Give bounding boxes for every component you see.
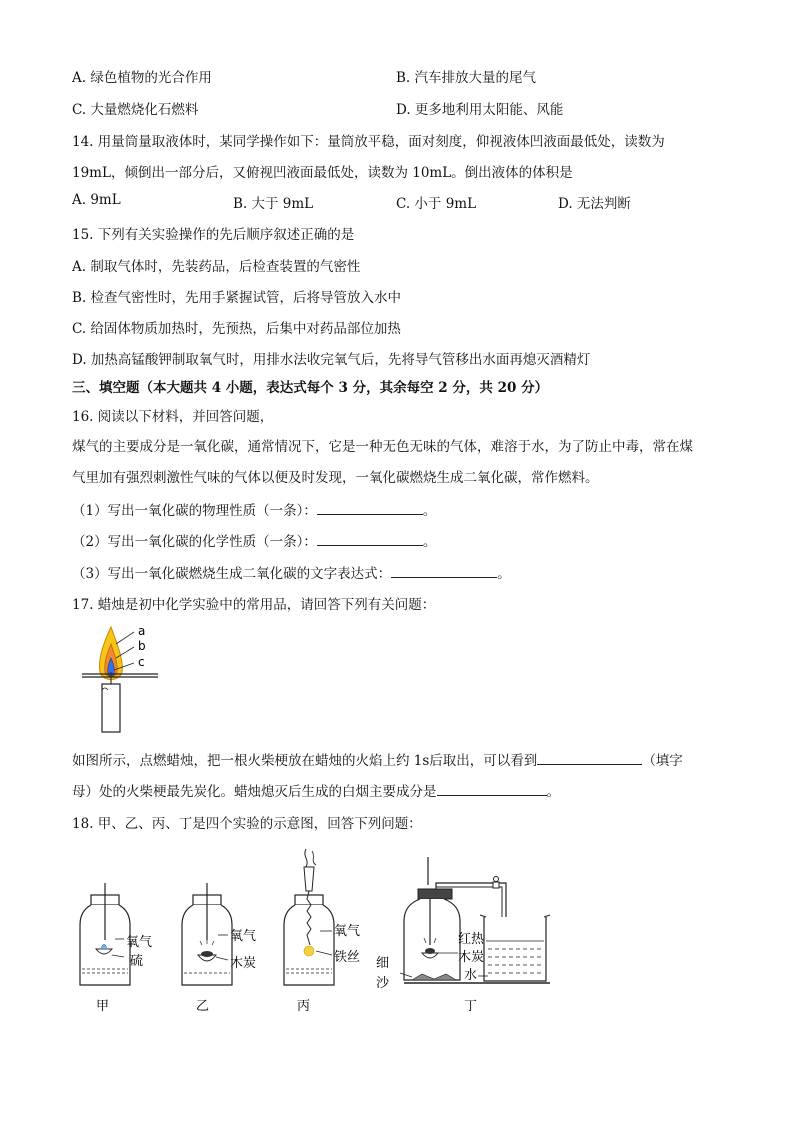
q15-option-b: B. 检查气密性时，先用手紧握试管，后将导管放入水中 (72, 290, 402, 306)
q16-sub3 (72, 562, 511, 582)
q17-answer-blank-2[interactable] (437, 781, 547, 796)
section3-heading: 三、填空题（本大题共 4 小题，表达式每个 3 分，其余每空 2 分，共 20 分） (72, 380, 549, 396)
q16-stem: 16. 阅读以下材料，并回答问题， (72, 409, 274, 425)
q15-option-c: C. 给固体物质加热时，先预热，后集中对药品部位加热 (72, 321, 401, 337)
label-c: c (138, 655, 145, 669)
q15-option-a: A. 制取气体时，先装药品，后检查装置的气密性 (72, 259, 361, 275)
jia-material-label: 硫 (130, 954, 144, 969)
q18-stem: 18. 甲、乙、丙、丁是四个实验的示意图，回答下列问题： (72, 816, 422, 832)
jia-gas-label: 氧气 (126, 935, 153, 950)
label-line-a (116, 632, 134, 644)
yi-caption: 乙 (196, 999, 210, 1014)
q16-sub1-text: （1）写出一氧化碳的物理性质（一条）： (72, 503, 317, 519)
q17-text1b: （填字 (642, 753, 683, 769)
q17-stem: 17. 蜡烛是初中化学实验中的常用品，请回答下列有关问题： (72, 597, 436, 613)
experiment-jia (80, 883, 130, 985)
label-b: b (138, 639, 146, 653)
q13-option-a: A. 绿色植物的光合作用 (72, 70, 212, 86)
q13-option-d: D. 更多地利用太阳能、风能 (396, 102, 564, 118)
candle-flame-icon (99, 627, 122, 680)
ding-hot-label-2: 木炭 (458, 950, 485, 965)
q16-sub2 (72, 530, 436, 550)
q15-stem: 15. 下列有关实验操作的先后顺序叙述正确的是 (72, 227, 355, 243)
q16-sub1 (72, 499, 436, 519)
q17-text2b: 。 (546, 784, 560, 800)
label-a: a (138, 624, 146, 638)
ding-sand-label-1: 细 (376, 956, 390, 971)
q14-stem-line1: 14. 用量筒量取液体时，某同学操作如下：量筒放平稳，面对刻度，仰视液体凹液面最低处，读数为 (72, 134, 665, 150)
bing-caption: 丙 (297, 999, 311, 1014)
ding-caption: 丁 (464, 999, 478, 1014)
q14-stem-line2: 19mL，倾倒出一部分后，又俯视凹液面最低处，读数为 10mL。倒出液体的体积是 (72, 165, 573, 181)
q14-option-c: C. 小于 9mL (396, 196, 477, 212)
experiment-bing (284, 849, 334, 985)
q17-text2a: 母）处的火柴梗最先炭化。蜡烛熄灭后生成的白烟主要成分是 (72, 784, 437, 800)
yi-gas-label: 氧气 (230, 929, 257, 944)
q17-answer-blank-1[interactable] (537, 750, 642, 765)
q17-text1a: 如图所示，点燃蜡烛，把一根火柴梗放在蜡烛的火焰上约 1s后取出，可以看到 (72, 753, 538, 769)
yi-material-label: 木炭 (230, 956, 257, 971)
q17-text-line2 (72, 780, 560, 800)
q16-sub3-text: （3）写出一氧化碳燃烧生成二氧化碳的文字表达式： (72, 566, 392, 582)
q16-sub1-end: 。 (422, 503, 437, 519)
q17-text-line1 (72, 749, 683, 769)
q14-option-b: B. 大于 9mL (233, 196, 314, 212)
candle-body (102, 684, 120, 732)
q13-option-b: B. 汽车排放大量的尾气 (396, 70, 537, 86)
q16-material-line1: 煤气的主要成分是一氧化碳，通常情况下，它是一种无色无味的气体，难溶于水，为了防止中毒，常在煤 (72, 439, 693, 455)
q14-option-d: D. 无法判断 (558, 196, 631, 212)
q14-option-a: A. 9mL (72, 192, 121, 208)
experiment-diagrams (60, 845, 560, 1020)
bing-gas-label: 氧气 (334, 924, 361, 939)
q16-sub3-end: 。 (497, 566, 511, 582)
candle-flame-figure (78, 622, 168, 734)
ding-hot-label-1: 红热 (458, 932, 485, 947)
q13-option-c: C. 大量燃烧化石燃料 (72, 102, 199, 118)
q16-sub2-text: （2）写出一氧化碳的化学性质（一条）： (72, 534, 317, 550)
q16-material-line2: 气里加有强烈刺激性气味的气体以便及时发现，一氧化碳燃烧生成二氧化碳，常作燃料。 (72, 470, 599, 486)
q16-sub2-end: 。 (422, 534, 437, 550)
q16-sub1-answer-blank[interactable] (317, 500, 423, 515)
experiment-yi (182, 883, 232, 985)
bing-material-label: 铁丝 (334, 950, 361, 965)
ding-sand-label-2: 沙 (376, 976, 390, 991)
jia-caption: 甲 (96, 999, 110, 1014)
q16-sub2-answer-blank[interactable] (317, 531, 423, 546)
ding-water-label: 水 (464, 968, 478, 983)
q15-option-d: D. 加热高锰酸钾制取氧气时，用排水法收完氧气后，先将导气管移出水面再熄灭酒精灯 (72, 352, 591, 368)
q16-sub3-answer-blank[interactable] (391, 563, 497, 578)
